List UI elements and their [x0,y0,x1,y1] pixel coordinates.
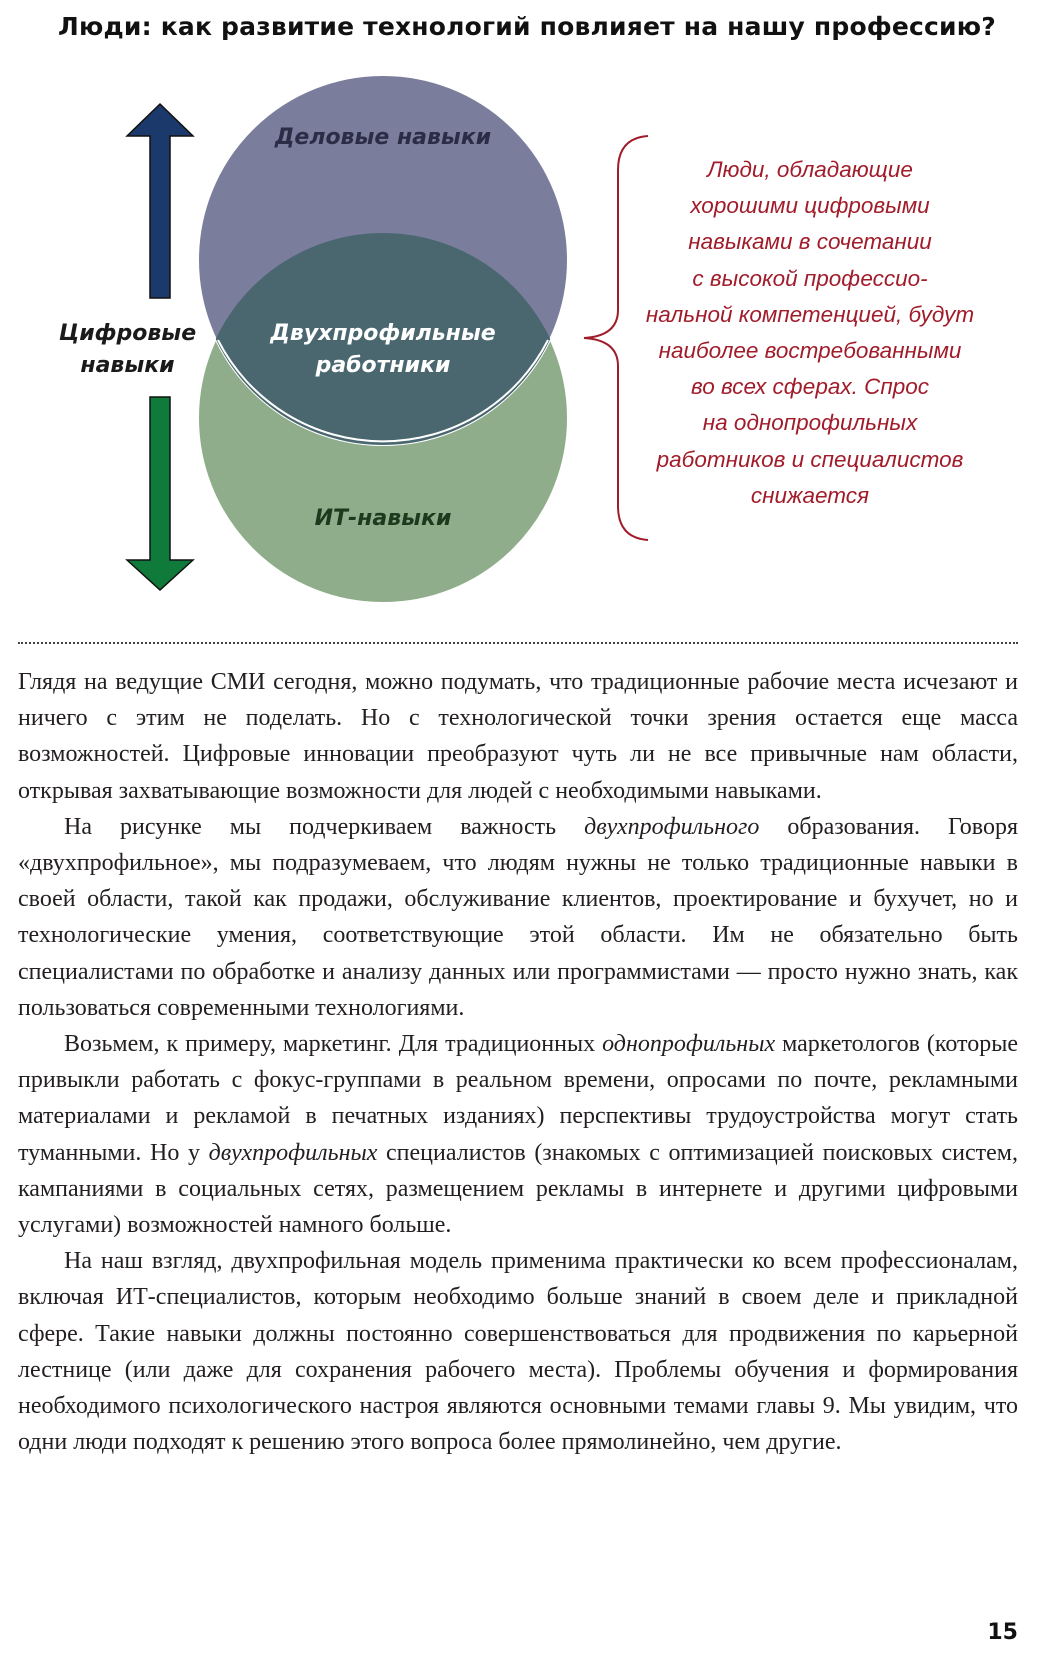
arrow-down-icon [127,397,193,590]
it-skills-label: ИТ-навыки [314,506,452,531]
paragraph [18,1243,1018,1460]
side-note: Люди, обладающие хорошими цифровыми навыками в сочетании с высокой профессио- нальной компетенцией, будут наиболее востребованными во всех сферах. Спрос на однопрофильных работников и специалистов снижается [645,157,975,508]
paragraph [18,1026,1018,1243]
text-run: специалистов (знакомых с оптимизацией поисковых систем, кампаниями в социальных сетях, размещением рекламы в интернете и другими цифровыми услугами) возможностей намного больше. [18,1139,1018,1239]
text-run: маркетологов (которые привыкли работать с фокус-группами в реальном времени, опросами по почте, рекламными материалами и рекламой в печатных изданиях) перспективы трудоустройства могут стать туманными. Но у [18,1031,1018,1166]
venn-diagram [0,0,1054,620]
text-run: На наш взгляд, двухпрофильная модель применима практически ко всем профессионалам, включая ИТ-специалистов, которым необходимо больше знаний в своем деле и прикладной сфере. Такие навыки должны постоянно совершенствоваться для продвижения по карьерной лестнице (или даже для сохранения рабочего места). Проблемы обучения и формирования необходимого психологического настроя являются основными темами главы 9. Мы увидим, что одни люди подходят к решению этого вопроса более прямолинейно, чем другие. [18,1248,1018,1456]
text-run: Возьмем, к примеру, маркетинг. Для традиционных [64,1031,603,1058]
page-title: Люди: как развитие технологий повлияет на нашу профессию? [58,12,996,41]
text-run: На рисунке мы подчеркиваем важность [64,813,585,840]
emphasis-text: однопрофильных [602,1031,776,1058]
emphasis-text: двухпрофильных [208,1139,378,1166]
digital-skills-label: Цифровые навыки [58,321,197,378]
paragraph [18,664,1018,809]
body-text [18,664,1018,1460]
emphasis-text: двухпрофильного [584,813,760,840]
page-number: 15 [987,1620,1018,1645]
text-run: образования. Говоря «двухпрофильное», мы подразумеваем, что людям нужны не только традиционные навыки в своей области, такой как продажи, обслуживание клиентов, проектирование и бухучет, но и технологические умения, соответствующие этой области. Им не обязательно быть специалистами по обработке и анализу данных или программистами — просто нужно знать, как пользоваться современными технологиями. [18,813,1018,1021]
dotted-divider [18,642,1018,644]
paragraph [18,809,1018,1026]
business-skills-label: Деловые навыки [274,125,492,150]
arrow-up-icon [127,104,193,298]
dual-profile-workers-label: Двухпрофильные работники [270,321,496,378]
text-run: Глядя на ведущие СМИ сегодня, можно подумать, что традиционные рабочие места исчезают и ничего с этим не поделать. Но с технологической точки зрения остается еще масса возможностей. Цифровые инновации преобразуют чуть ли не все привычные нам области, открывая захватывающие возможности для людей с необходимыми навыками. [18,669,1018,804]
